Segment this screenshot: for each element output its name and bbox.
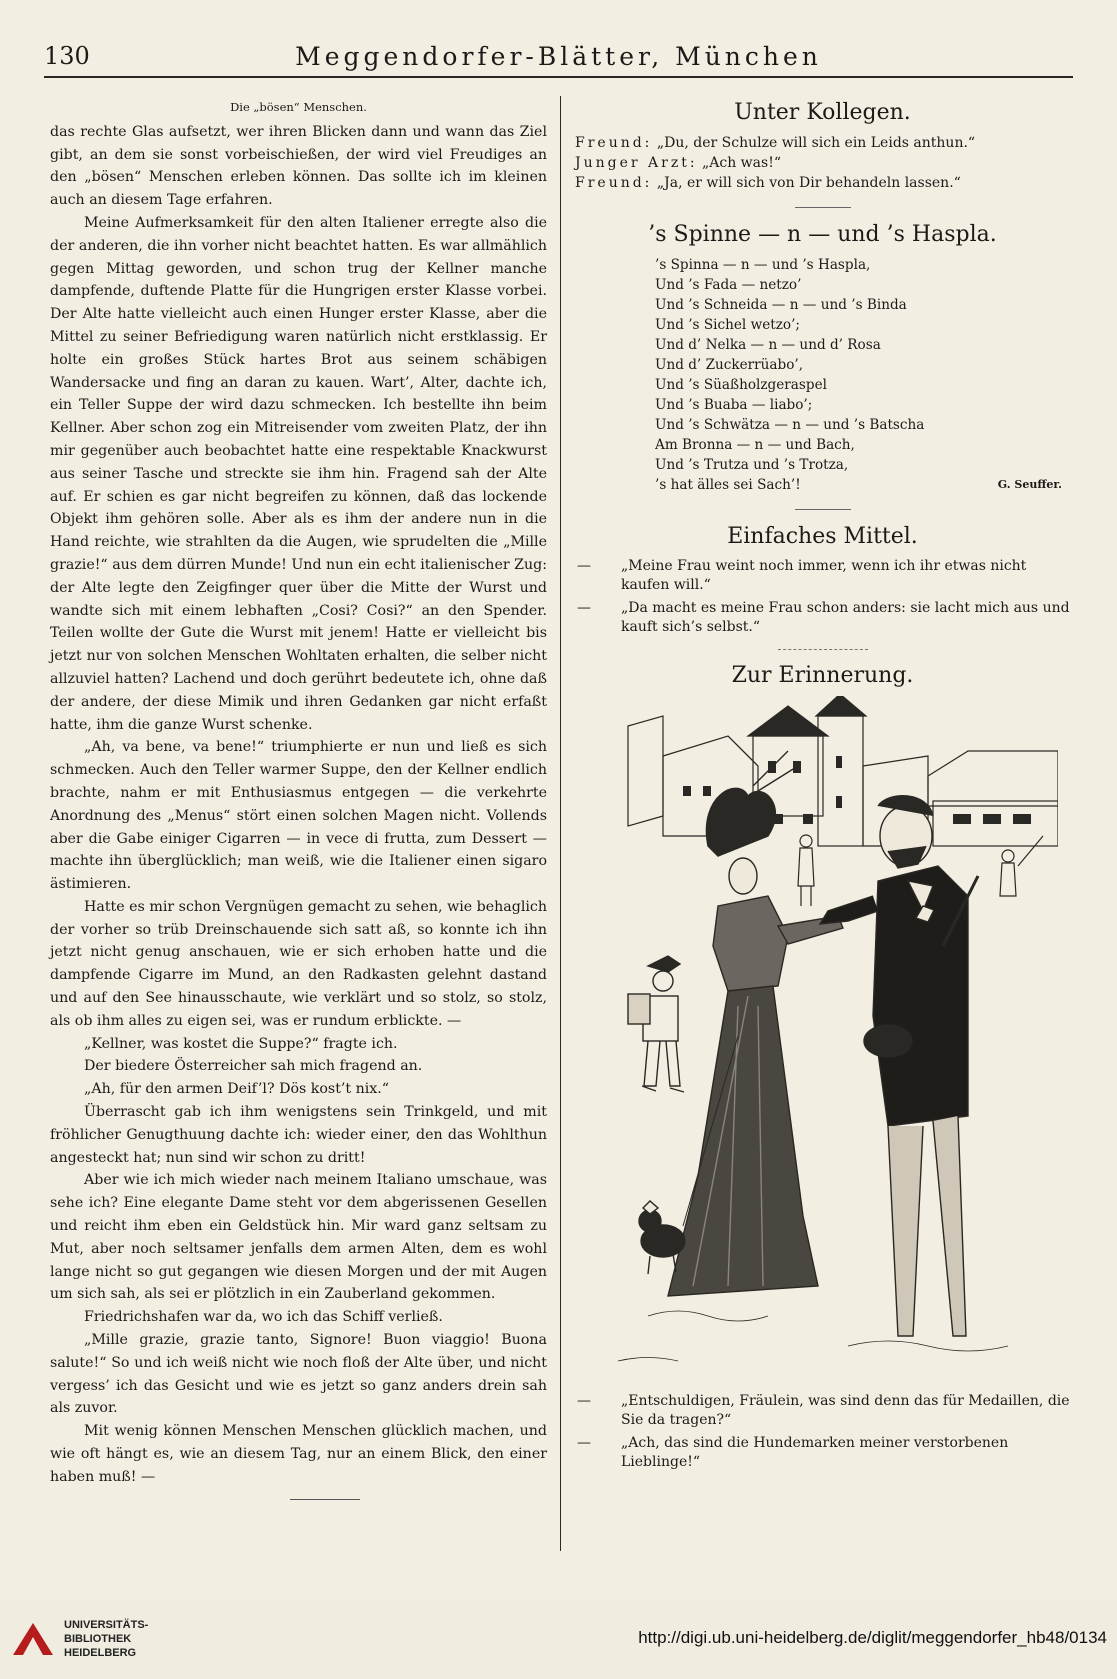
paragraph: „Kellner, was kostet die Suppe?“ fragte ich. <box>84 1035 398 1052</box>
dialog-text: „Da macht es meine Frau schon anders: sie lacht mich aus und kauft sich’s selbst.“ <box>621 600 1070 635</box>
poem-line: Und ’s Buaba — liabo’; <box>655 397 813 413</box>
footer <box>0 1600 1117 1679</box>
paragraph: „Ah, va bene, va bene!“ triumphierte er nun und ließ es sich schmecken. Auch den Teller warmer Suppe, den der Kellner endlich brachte, nahm er mit Enthusiasmus entgegen — die verkehrte Anordnung des „Menus“ stört einen solchen Magen nicht. Vollends aber die Gabe einiger Cigarren — in vece di frutta, zum Dessert — machte ihn überglücklich; man weiß, wie die Italiener einen sigaro ästimieren. <box>50 739 547 893</box>
end-rule <box>290 1499 360 1500</box>
paragraph: das rechte Glas aufsetzt, wer ihren Blicken dann und wann das Ziel gibt, an dem sie sonst vorbeischießen, der wird viel Freudiges an den „bösen“ Menschen erleben können. Das sollte ich im kleinen auch an diesem Tage erfahren. <box>50 123 547 209</box>
dialog-line <box>575 153 1070 173</box>
page-number: 130 <box>44 42 90 70</box>
unter-kollegen-dialog <box>575 133 1070 193</box>
poem-line: Und d’ Nelka — n — und d’ Rosa <box>655 337 881 353</box>
dialog-text: „Du, der Schulze will sich ein Leids anthun.“ <box>656 135 976 151</box>
section-divider <box>795 509 851 510</box>
paragraph: Hatte es mir schon Vergnügen gemacht zu sehen, wie behaglich der vorher so trüb Dreinschauende sich satt aß, so konnte ich ihn jetzt nicht genug anschauen, wie er sich erhoben hatte und die dampfende Cigarre im Mund, an den Radkasten gelehnt dastand und auf den See hinausschaute, wie verklärt und so stolz, so stolz, als ob ihm alles zu eigen sei, was er rundum erblickte. — <box>50 898 547 1029</box>
poem-line: Und d’ Zuckerrüabo’, <box>655 357 804 373</box>
dialog-line <box>575 1392 1070 1430</box>
right-column <box>575 96 1070 1476</box>
dialog-text: „Ach, das sind die Hundemarken meiner verstorbenen Lieblinge!“ <box>621 1435 1009 1470</box>
spinne-title: ’s Spinne — n — und ’s Haspla. <box>648 222 997 247</box>
poem-line: Und ’s Schwätza — n — und ’s Batscha <box>655 417 925 433</box>
section-divider <box>778 649 868 651</box>
section-divider <box>795 207 851 208</box>
dialog-line <box>575 557 1070 595</box>
paragraph: Aber wie ich mich wieder nach meinem Italiano umschaue, was sehe ich? Eine elegante Dame steht vor dem abgerissenen Gesellen und reicht ihm eben ein Geldstück hin. Mir ward ganz seltsam zu Mut, aber noch seltsamer jenfalls dem armen Alten, dem es wohl lange nicht so gut gegangen wie diesen Morgen und der mit Augen um sich sah, als sei er plötzlich in ein Zauberland gekommen. <box>50 1172 547 1303</box>
dialog-line <box>575 1434 1070 1472</box>
university-logo-icon <box>8 1615 58 1665</box>
dialog-line <box>575 173 1070 193</box>
dialog-line <box>575 133 1070 153</box>
poem-author: G. Seuffer. <box>997 478 1062 491</box>
speaker: Freund: <box>575 175 653 191</box>
dash-mark: — <box>577 1435 591 1451</box>
dialog-text: „Entschuldigen, Fräulein, was sind denn das für Medaillen, die Sie da tragen?“ <box>621 1393 1070 1428</box>
column-divider <box>560 96 561 1551</box>
dialog-line <box>575 599 1070 637</box>
spinne-poem <box>655 255 1070 495</box>
paragraph: Friedrichshafen war da, wo ich das Schiff verließ. <box>84 1309 443 1326</box>
cartoon-illustration-icon <box>588 696 1058 1386</box>
dash-mark: — <box>577 558 591 574</box>
dialog-text: „Ja, er will sich von Dir behandeln lassen.“ <box>656 175 961 191</box>
paragraph: Meine Aufmerksamkeit für den alten Italiener erregte also die der anderen, die ihn vorher nicht beachtet hatten. Es war allmählich gegen Mittag geworden, und schon trug der Kellner manche dampfende, duftende Platte für die Hungrigen erster Klasse vorbei. Der Alte hatte vielleicht auch einen Hunger erster Klasse, aber die Mittel zu seiner Befriedigung waren natürlich nicht erstklassig. Er holte ein großes Stück hartes Brot aus seinem schäbigen Wandersacke und fing an daran zu kauen. Wart’, Alter, dachte ich, ein Teller Suppe der wird dazu schmecken. Ich bestellte ihn beim Kellner. Aber schon zog ein Mitreisender vom zweiten Platz, der ihn mir gegenüber auch beobachtet hatte eine respektable Knackwurst aus seiner Tasche und streckte sie ihm hin. Fragend sah der Alte auf. Er schien es gar nicht begreifen zu können, daß das lockende Objekt ihm gehören solle. Aber als es ihm der andere nun in die Hand reichte, wie strahlten da die Augen, wie sprudelten die „Mille grazie!“ aus dem dürren Munde! Und nun ein echt italienischer Zug: der Alte legte den Zeigfinger quer über die Mitte der Wurst und wandte sich mit einem lebhaften „Cosi? Cosi?“ an den Spender. Teilen wollte der Gute die Wurst mit jenem! Hatte er vielleicht bis jetzt nur von solchen Menschen Wohltaten erhalten, die selber nicht allzuviel hatten? Lachend und doch gerührt bedeutete ich, ohne daß der andere, der diese Mimik und ihren Gedanken gar nicht erfaßt hatte, ihm die ganze Wurst schenke. <box>50 214 547 733</box>
dialog-text: „Meine Frau weint noch immer, wenn ich ihr etwas nicht kaufen will.“ <box>621 558 1027 593</box>
paragraph: „Ah, für den armen Deif’l? Dös kost’t nix.“ <box>84 1081 390 1098</box>
story-heading: Die „bösen“ Menschen. <box>230 100 367 114</box>
poem-line: Und ’s Trutza und ’s Trotza, <box>655 457 849 473</box>
running-head <box>44 40 1073 78</box>
dash-mark: — <box>577 1393 591 1409</box>
speaker: Freund: <box>575 135 653 151</box>
left-column <box>50 96 547 1500</box>
dialog-text: „Ach was!“ <box>702 155 781 171</box>
speaker: Junger Arzt: <box>575 155 698 171</box>
dash-mark: — <box>577 600 591 616</box>
paragraph: Überrascht gab ich ihm wenigstens sein Trinkgeld, und mit fröhlicher Genugthuung dachte ich: wieder einer, den das Wohlthun angesteckt hat; nun sind wir schon zu dritt! <box>50 1104 547 1166</box>
illustration-caption <box>575 1392 1070 1472</box>
poem-line: Und ’s Fada — netzo’ <box>655 277 802 293</box>
poem-line: Und ’s Süaßholzgeraspel <box>655 377 827 393</box>
poem-line: Und ’s Sichel wetzo’; <box>655 317 800 333</box>
poem-line: ’s hat älles sei Sach’! <box>655 477 801 493</box>
unter-kollegen-title: Unter Kollegen. <box>734 100 911 125</box>
einfaches-mittel-title: Einfaches Mittel. <box>727 524 918 549</box>
poem-line: ’s Spinna — n — und ’s Haspla, <box>655 257 871 273</box>
paragraph: Mit wenig können Menschen Menschen glücklich machen, und wie oft hängt es, wie an diesem Tag, nur an einem Blick, den einer haben muß! — <box>50 1423 547 1485</box>
journal-title: Meggendorfer-Blätter, München <box>295 42 822 71</box>
paragraph: Der biedere Österreicher sah mich fragend an. <box>84 1058 423 1075</box>
erinnerung-title: Zur Erinnerung. <box>731 663 914 688</box>
paragraph: „Mille grazie, grazie tanto, Signore! Buon viaggio! Buona salute!“ So und ich weiß nicht wie noch floß der Alte über, und nicht vergess’ ich das Gesicht und wie es jetzt so ganz anders drein sah als zuvor. <box>50 1332 547 1417</box>
institution-name: UNIVERSITÄTS- BIBLIOTHEK HEIDELBERG <box>64 1619 149 1659</box>
poem-line: Und ’s Schneida — n — und ’s Binda <box>655 297 907 313</box>
source-url-link[interactable]: http://digi.ub.uni-heidelberg.de/diglit/meggendorfer_hb48/0134 <box>638 1628 1107 1647</box>
poem-line: Am Bronna — n — und Bach, <box>655 437 855 453</box>
